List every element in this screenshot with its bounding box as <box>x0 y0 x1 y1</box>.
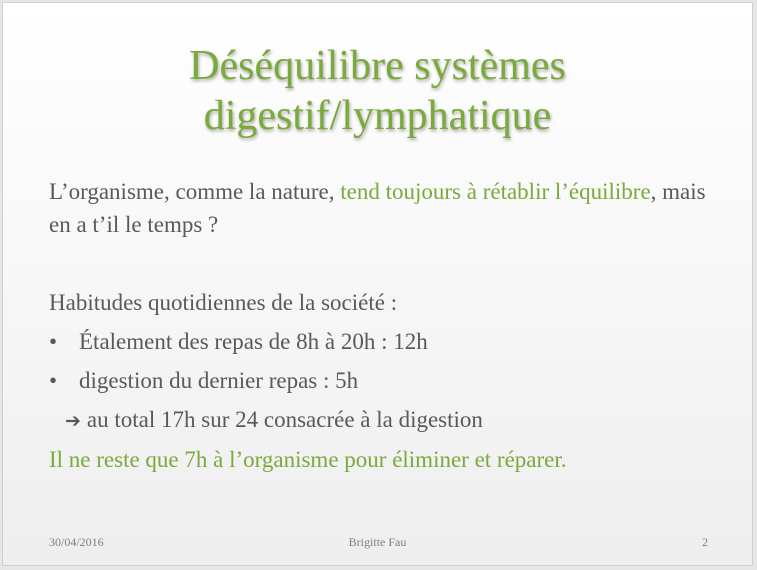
footer-date: 30/04/2016 <box>49 535 104 549</box>
bullet-text: Étalement des repas de 8h à 20h : 12h <box>79 329 428 354</box>
intro-text-start: L’organisme, comme la nature, <box>49 179 341 204</box>
intro-text-end: , mais en a t’il le temps ? <box>49 179 706 237</box>
footer-author: Brigitte Fau <box>348 535 407 549</box>
total-text: au total 17h sur 24 consacrée à la digestion <box>86 407 483 432</box>
slide-title-line-1: Déséquilibre systèmes <box>189 43 566 89</box>
habits-heading: Habitudes quotidiennes de la société : <box>49 290 398 315</box>
arrow-right-icon: ➔ <box>65 410 81 432</box>
slide <box>2 2 753 566</box>
slide-title-line-2: digestif/lymphatique <box>203 93 552 139</box>
intro-highlight: tend toujours à rétablir l’équilibre <box>340 179 651 204</box>
total-line <box>65 403 483 438</box>
bullet-text: digestion du dernier repas : 5h <box>79 368 359 393</box>
bullet-icon: • <box>49 368 58 393</box>
conclusion-text: Il ne reste que 7h à l’organisme pour éliminer et réparer. <box>49 447 567 472</box>
footer-page-number: 2 <box>702 535 708 549</box>
bullet-icon: • <box>49 329 58 354</box>
slide-title <box>3 41 752 141</box>
intro-paragraph <box>49 175 709 241</box>
